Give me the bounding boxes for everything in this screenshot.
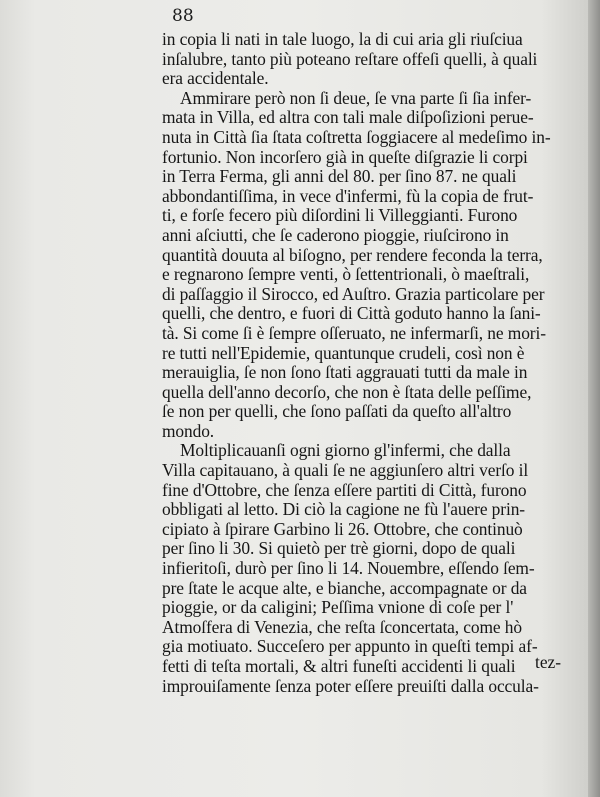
text-line: gia motiuato. Succeſero per appunto in queſti tempi af- (162, 636, 538, 657)
text-line: per ſino li 30. Si quietò per trè giorni, dopo de quali (162, 538, 516, 559)
text-line: Atmoſfera di Venezia, che reſta ſconcertata, come hò (162, 616, 522, 637)
text-line: obbligati al letto. Di ciò la cagione ne fù l'auere prin- (162, 499, 525, 520)
text-line: improuiſamente ſenza poter eſſere preuiſti dalla occula- (162, 675, 539, 696)
text-line: Ammirare però non ſi deue, ſe vna parte ſi ſia infer- (180, 87, 532, 108)
catchword: tez- (535, 652, 562, 672)
text-line: inſalubre, tanto più poteano reſtare offeſi quelli, à quali (162, 48, 538, 69)
text-line: mondo. (162, 420, 215, 441)
text-line: in Terra Ferma, gli anni del 80. per ſino 87. ne quali (162, 166, 517, 187)
text-line: nuta in Città ſia ſtata coſtretta ſoggiacere al medeſimo in- (162, 126, 551, 147)
text-line: quantità douuta al biſogno, per rendere feconda la terra, (162, 244, 543, 265)
text-line: cipiato à ſpirare Garbino li 26. Ottobre, che continuò (162, 518, 523, 539)
body-text (162, 30, 574, 696)
text-line: fortunio. Non incorſero già in queſte diſgrazie li corpi (162, 146, 528, 167)
text-line: di paſſaggio il Sirocco, ed Auſtro. Grazia particolare per (162, 283, 545, 304)
text-line: fine d'Ottobre, che ſenza eſſere partiti di Città, furono (162, 479, 527, 500)
book-gutter (588, 0, 600, 797)
text-line: re tutti nell'Epidemie, quantunque crudeli, così non è (162, 342, 525, 363)
text-line: pre ſtate le acque alte, e bianche, accompagnate or da (162, 577, 527, 598)
text-line: Moltiplicauanſi ogni giorno gl'infermi, che dalla (180, 440, 511, 461)
text-line: fetti di teſta mortali, & altri funeſti accidenti li quali (162, 656, 516, 676)
text-line: mata in Villa, ed altra con tali male diſpoſizioni perue- (162, 107, 534, 128)
text-line: pioggie, or da caligini; Peſſima vnione di coſe per l' (162, 597, 514, 618)
text-line: anni aſciutti, che ſe caderono pioggie, riuſcirono in (162, 224, 509, 245)
text-line: e regnarono ſempre venti, ò ſettentrionali, ò maeſtrali, (162, 264, 530, 285)
text-line: in copia li nati in tale luogo, la di cui aria gli riuſciua (162, 29, 523, 49)
page-number: 88 (172, 6, 194, 26)
text-line: era accidentale. (162, 68, 269, 89)
text-line: tà. Si come ſi è ſempre oſſeruato, ne infermarſi, ne mori- (162, 322, 546, 343)
text-line: ti, e forſe fecero più diſordini li Villeggianti. Furono (162, 205, 518, 226)
text-line: ſe non per quelli, che ſono paſſati da queſto all'altro (162, 401, 512, 422)
text-line: quelli, che dentro, e fuori di Città goduto hanno la ſani- (162, 303, 541, 324)
text-line: merauiglia, ſe non ſono ſtati aggrauati tutti da male in (162, 362, 528, 383)
text-line: quella dell'anno decorſo, che non è ſtata delle peſſime, (162, 381, 532, 402)
text-line: infieritoſi, durò per ſino li 14. Nouembre, eſſendo ſem- (162, 558, 535, 579)
text-line: abbondantiſſima, in vece d'infermi, fù la copia de frut- (162, 185, 534, 206)
text-line: Villa capitauano, à quali ſe ne aggiunſero altri verſo il (162, 460, 529, 481)
